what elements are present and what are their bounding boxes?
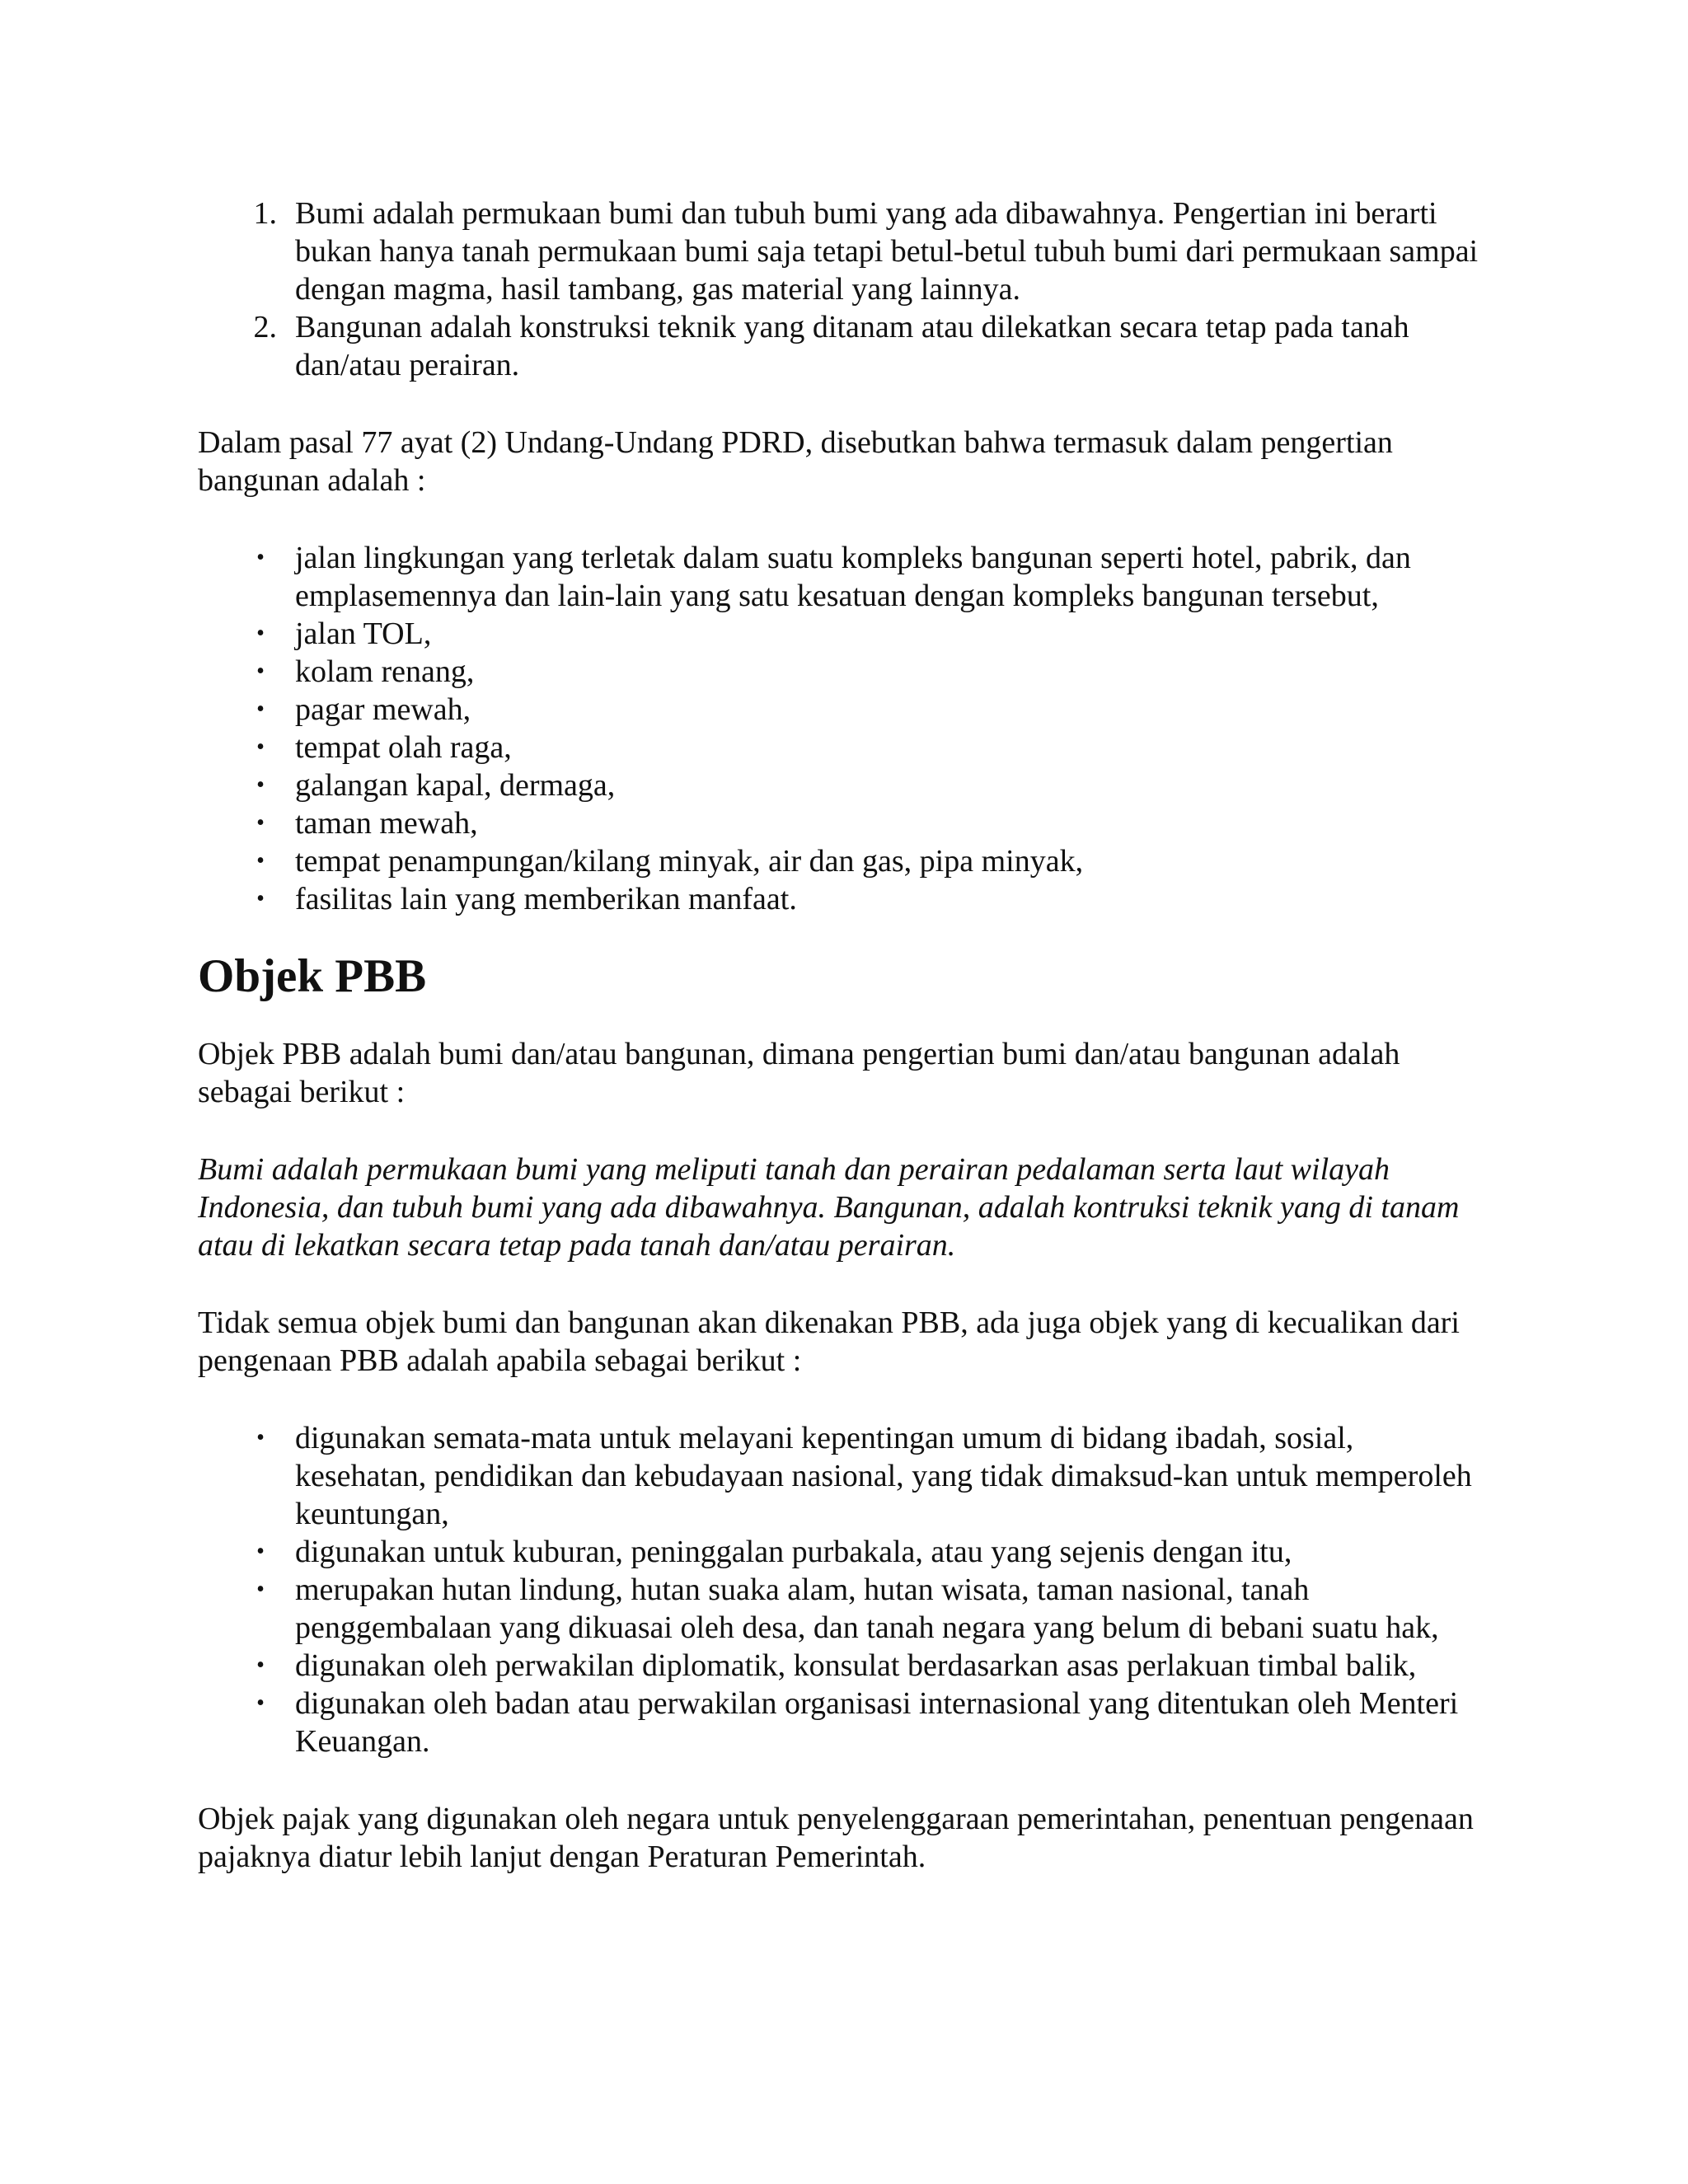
spacer	[198, 1760, 1484, 1800]
bullet-icon: •	[256, 848, 265, 874]
list-item-text: digunakan oleh perwakilan diplomatik, konsulat berdasarkan asas perlakuan timbal balik,	[295, 1648, 1417, 1683]
list-item-text: fasilitas lain yang memberikan manfaat.	[295, 882, 797, 916]
list-item	[198, 1571, 1484, 1647]
list-item-text: Bumi adalah permukaan bumi dan tubuh bumi yang ada dibawahnya. Pengertian ini berarti bukan hanya tanah permukaan bumi saja tetapi betul-betul tubuh bumi dari permukaan sampai dengan magma, hasil tambang, gas material yang lainnya.	[295, 196, 1479, 307]
list-item	[198, 615, 1484, 653]
objek-pbb-intro: Objek PBB adalah bumi dan/atau bangunan, dimana pengertian bumi dan/atau bangunan adalah sebagai berikut :	[198, 1037, 1400, 1109]
list-item-text: digunakan untuk kuburan, peninggalan purbakala, atau yang sejenis dengan itu,	[295, 1535, 1292, 1569]
list-item-text: Bangunan adalah konstruksi teknik yang ditanam atau dilekatkan secara tetap pada tanah dan/atau perairan.	[295, 310, 1409, 382]
list-item-text: tempat penampungan/kilang minyak, air dan gas, pipa minyak,	[295, 844, 1084, 879]
list-item	[198, 1685, 1484, 1760]
bullet-icon: •	[256, 1425, 265, 1451]
list-item-text: taman mewah,	[295, 806, 478, 841]
spacer	[198, 384, 1484, 424]
list-item-text: kolam renang,	[295, 654, 475, 689]
list-item	[198, 691, 1484, 729]
bullet-icon: •	[256, 658, 265, 684]
pasal-77-paragraph: Dalam pasal 77 ayat (2) Undang-Undang PDRD, disebutkan bahwa termasuk dalam pengertian bangunan adalah :	[198, 425, 1393, 498]
list-item-text: jalan TOL,	[295, 616, 432, 651]
list-item	[198, 194, 1484, 308]
bullet-icon: •	[256, 621, 265, 646]
spacer	[198, 499, 1484, 539]
list-item-text: tempat olah raga,	[295, 730, 512, 765]
list-item	[198, 842, 1484, 880]
bullet-icon: •	[256, 545, 265, 570]
spacer	[198, 1264, 1484, 1304]
bullet-icon: •	[256, 734, 265, 760]
definition-italic-paragraph: Bumi adalah permukaan bumi yang meliputi tanah dan perairan pedalaman serta laut wilayah Indonesia, dan tubuh bumi yang ada dibawahnya. Bangunan, adalah kontruksi teknik yang di tanam atau di lekatkan secara tetap pada tanah dan/atau perairan.	[198, 1152, 1460, 1263]
list-item	[198, 766, 1484, 804]
bullet-icon: •	[256, 1539, 265, 1564]
list-item	[198, 653, 1484, 691]
list-item-text: merupakan hutan lindung, hutan suaka alam, hutan wisata, taman nasional, tanah penggembalaan yang dikuasai oleh desa, dan tanah negara yang belum di bebani suatu hak,	[295, 1572, 1439, 1645]
list-item	[198, 539, 1484, 615]
spacer	[198, 1380, 1484, 1419]
list-item-text: digunakan oleh badan atau perwakilan organisasi internasional yang ditentukan oleh Menteri Keuangan.	[295, 1686, 1459, 1759]
list-item	[198, 729, 1484, 766]
list-item	[198, 1647, 1484, 1685]
bullet-icon: •	[256, 810, 265, 836]
list-item-text: jalan lingkungan yang terletak dalam suatu kompleks bangunan seperti hotel, pabrik, dan emplasemennya dan lain-lain yang satu kesatuan dengan kompleks bangunan tersebut,	[295, 541, 1411, 613]
list-item	[198, 880, 1484, 918]
section-heading-objek-pbb: Objek PBB	[198, 950, 427, 1002]
building-bullet-list	[198, 539, 1484, 918]
closing-paragraph: Objek pajak yang digunakan oleh negara untuk penyelenggaraan pemerintahan, penentuan pengenaan pajaknya diatur lebih lanjut dengan Peraturan Pemerintah.	[198, 1802, 1474, 1874]
spacer	[198, 1111, 1484, 1151]
bullet-icon: •	[256, 696, 265, 722]
numbered-definition-list	[198, 194, 1484, 384]
exception-intro-paragraph: Tidak semua objek bumi dan bangunan akan dikenakan PBB, ada juga objek yang di kecualikan dari pengenaan PBB adalah apabila sebagai berikut :	[198, 1305, 1460, 1378]
bullet-icon: •	[256, 1690, 265, 1716]
list-item-text: digunakan semata-mata untuk melayani kepentingan umum di bidang ibadah, sosial, kesehatan, pendidikan dan kebudayaan nasional, yang tidak dimaksud-kan untuk memperoleh keuntungan,	[295, 1421, 1472, 1531]
list-item	[198, 1419, 1484, 1533]
exception-bullet-list	[198, 1419, 1484, 1760]
list-number: 2.	[253, 310, 277, 344]
bullet-icon: •	[256, 1652, 265, 1678]
list-item-text: pagar mewah,	[295, 692, 471, 727]
list-item	[198, 308, 1484, 384]
list-item	[198, 804, 1484, 842]
list-item-text: galangan kapal, dermaga,	[295, 768, 616, 803]
list-number: 1.	[253, 196, 277, 231]
bullet-icon: •	[256, 886, 265, 912]
document-page	[198, 194, 1484, 1876]
list-item	[198, 1533, 1484, 1571]
bullet-icon: •	[256, 1577, 265, 1602]
bullet-icon: •	[256, 772, 265, 798]
